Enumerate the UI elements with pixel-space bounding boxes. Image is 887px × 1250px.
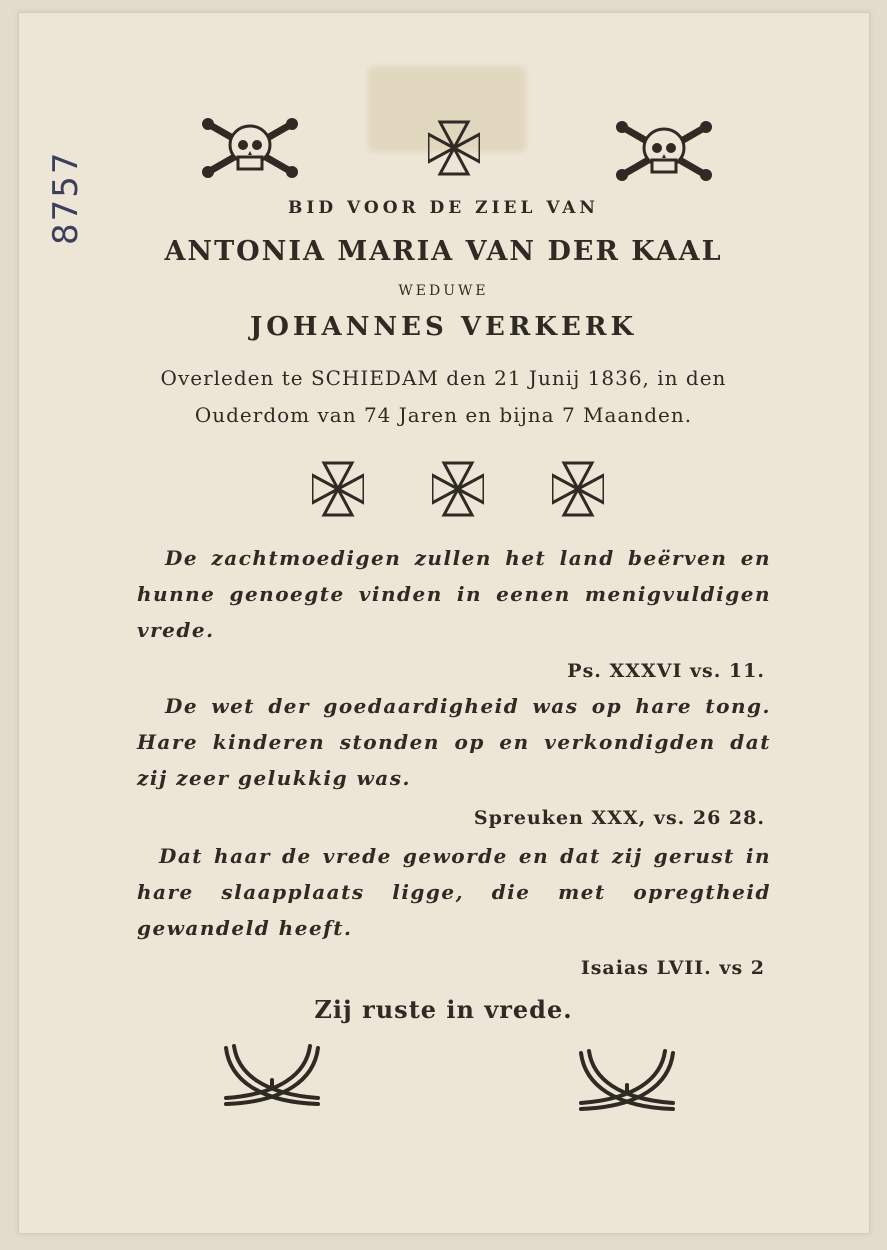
deceased-name: ANTONIA MARIA VAN DER KAAL [164,236,723,267]
verse-reference: Isaias LVII. vs 2 [580,957,765,979]
closing-blessing: Zij ruste in vrede. [314,995,573,1024]
handwritten-catalog-number: 8757 [46,150,86,245]
death-details-line-2: Ouderdom van 74 Jaren en bijna 7 Maanden. [194,403,693,427]
relation-label: WEDUWE [398,283,489,299]
verse-reference: Spreuken XXX, vs. 26 28. [473,807,765,829]
skull-crossbones-icon [612,118,716,184]
crossed-scythes-icon [220,1040,324,1110]
maltese-cross-icon [428,120,480,176]
verse-text: Dat haar de vrede geworde en dat zij gerust in hare slaapplaats ligge, die met opregtheid gewandeld heeft. [137,844,771,940]
verse-text: De zachtmoedigen zullen het land beërven en hunne genoegte vinden in eenen menigvuldigen vrede. [137,546,771,642]
prayer-heading: BID VOOR DE ZIEL VAN [288,198,599,218]
skull-crossbones-icon [198,115,302,181]
spouse-name: JOHANNES VERKERK [249,312,638,342]
crossed-scythes-icon [575,1045,679,1115]
verse-reference: Ps. XXXVI vs. 11. [567,660,765,682]
death-details-line-1: Overleden te SCHIEDAM den 21 Junij 1836, in den [160,366,727,390]
maltese-cross-icon [432,461,484,517]
maltese-cross-icon [552,461,604,517]
verse-text: De wet der goedaardigheid was op hare tong. Hare kinderen stonden op en verkondigden dat zij zeer gelukkig was. [137,694,771,790]
maltese-cross-icon [312,461,364,517]
